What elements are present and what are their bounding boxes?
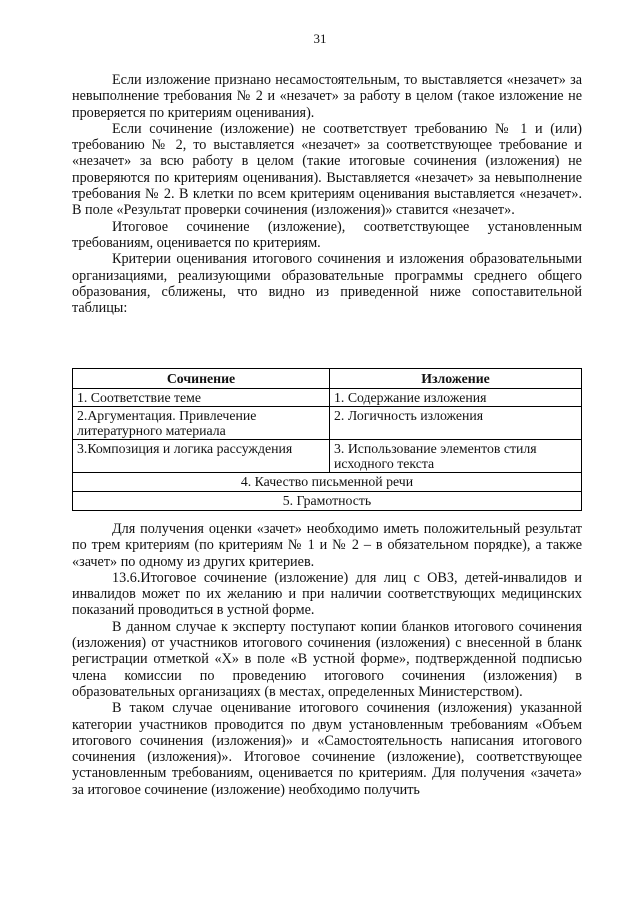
paragraph-unoriginal-summary: Если изложение признано несамостоятельным, то выставляется «незачет» за невыполнение требования № 2 и «незачет» за работу в целом (такое изложение не проверяется по критериям оценивания).	[72, 72, 582, 121]
page-number: 31	[313, 31, 327, 46]
paragraph-evaluated-by-criteria: Итоговое сочинение (изложение), соответствующее установленным требованиям, оценивается по критериям.	[72, 218, 582, 251]
table-cell-criterion-5: 5. Грамотность	[73, 492, 582, 511]
table-row	[73, 440, 582, 473]
criteria-comparison-table	[72, 368, 582, 511]
table-cell-essay-criterion-2: 2.Аргументация. Привлечение литературного материала	[73, 407, 330, 440]
bottom-text-block	[72, 521, 582, 798]
table-header-essay: Сочинение	[73, 369, 330, 389]
table-row-merged	[73, 492, 582, 511]
paragraph-expert-copies: В данном случае к эксперту поступают копии бланков итогового сочинения (изложения) от участников итогового сочинения (изложения) с внесенной в бланк регистрации отметкой «Х» в поле «В устной форме», подтвержденной подписью члена комиссии по проведению итогового сочинения (изложения) в образовательных организациях (в местах, определенных Министерством).	[72, 618, 582, 700]
paragraph-section-13-6: 13.6.Итоговое сочинение (изложение) для лиц с ОВЗ, детей-инвалидов и инвалидов может по их желанию и при наличии соответствующих медицинских показаний проводиться в устной форме.	[72, 569, 582, 619]
table-cell-criterion-4: 4. Качество письменной речи	[73, 473, 582, 492]
table-header-summary: Изложение	[330, 369, 582, 389]
table-cell-summary-criterion-3: 3. Использование элементов стиля исходного текста	[330, 440, 582, 473]
paragraph-requirements-not-met: Если сочинение (изложение) не соответствует требованию № 1 и (или) требованию № 2, то выставляется «незачет» за соответствующее требование и «незачет» за всю работу в целом (такие итоговые сочинения (изложения) не проверяются по критериям оценивания). Выставляется «незачет» за невыполнение требования № 2. В клетки по всем критериям оценивания выставляется «незачет». В поле «Результат проверки сочинения (изложения)» ставится «незачет».	[72, 120, 582, 219]
paragraph-criteria-comparison: Критерии оценивания итогового сочинения и изложения образовательными организациями, реализующими образовательные программы среднего общего образования, сближены, что видно из приведенной ниже сопоставительной таблицы:	[72, 251, 582, 317]
table-row-merged	[73, 473, 582, 492]
table-cell-essay-criterion-3: 3.Композиция и логика рассуждения	[73, 440, 330, 473]
top-text-block	[72, 72, 582, 316]
table-row	[73, 389, 582, 407]
table-cell-summary-criterion-2: 2. Логичность изложения	[330, 407, 582, 440]
table-cell-essay-criterion-1: 1. Соответствие теме	[73, 389, 330, 407]
table-header-row	[73, 369, 582, 389]
paragraph-oral-evaluation: В таком случае оценивание итогового сочинения (изложения) указанной категории участников проводится по двум установленным требованиям «Объем итогового сочинения (изложения)» и «Самостоятельность написания итогового сочинения (изложения)». Итоговое сочинение (изложение), соответствующее установленным требованиям, оценивается по критериям. Для получения «зачета» за итоговое сочинение (изложение) необходимо получить	[72, 700, 582, 798]
table-cell-summary-criterion-1: 1. Содержание изложения	[330, 389, 582, 407]
paragraph-pass-conditions: Для получения оценки «зачет» необходимо иметь положительный результат по трем критериям (по критериям № 1 и № 2 – в обязательном порядке), а также «зачет» по одному из других критериев.	[72, 521, 582, 570]
table-row	[73, 407, 582, 440]
